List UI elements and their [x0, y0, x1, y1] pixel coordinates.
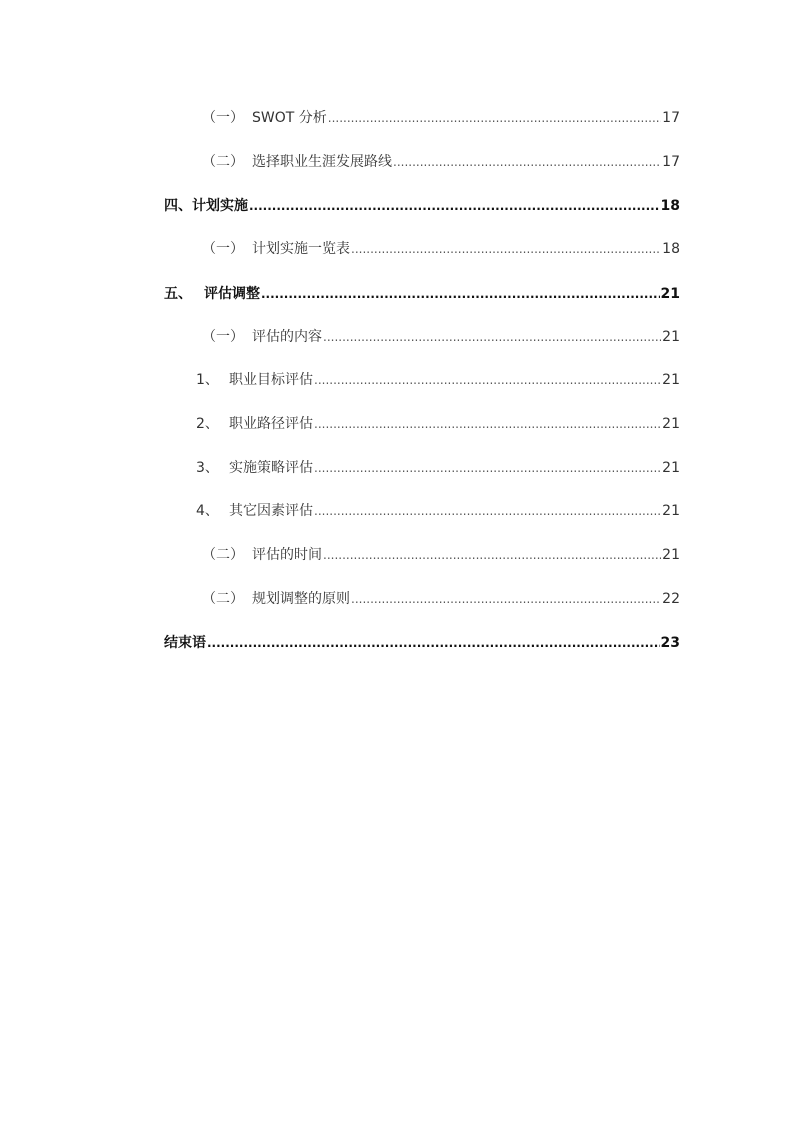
- dot-leader: [328, 111, 661, 125]
- toc-entry-title: SWOT 分析: [252, 110, 327, 126]
- toc-entry[interactable]: [196, 413, 680, 433]
- toc-entry-label: [202, 544, 322, 564]
- toc-entry[interactable]: [202, 107, 680, 127]
- dot-leader: [207, 636, 660, 650]
- toc-entry-prefix: 4、: [196, 503, 219, 519]
- toc-entry-title: 实施策略评估: [229, 460, 313, 476]
- toc-entry-title: 计划实施一览表: [252, 241, 350, 257]
- toc-entry-title: 四、计划实施: [164, 198, 248, 214]
- dot-leader: [314, 461, 661, 475]
- toc-entry-prefix: 五、: [164, 286, 192, 302]
- dot-leader: [314, 417, 661, 431]
- toc-entry-label: [164, 283, 260, 303]
- toc-entry[interactable]: [202, 238, 680, 258]
- toc-entry[interactable]: [202, 588, 680, 608]
- toc-entry-page: 17: [662, 110, 680, 126]
- dot-leader: [351, 592, 661, 606]
- toc-entry-label: [202, 107, 327, 127]
- toc-entry-prefix: 1、: [196, 372, 219, 388]
- dot-leader: [314, 504, 661, 518]
- toc-entry-prefix: 2、: [196, 416, 219, 432]
- toc-entry-title: 其它因素评估: [229, 503, 313, 519]
- toc-entry-prefix: （一）: [202, 110, 244, 126]
- dot-leader: [249, 199, 660, 213]
- dot-leader: [351, 242, 661, 256]
- toc-entry-label: [196, 500, 313, 520]
- toc-entry-title: 选择职业生涯发展路线: [252, 154, 392, 170]
- toc-entry[interactable]: [196, 500, 680, 520]
- toc-entry-page: 22: [662, 591, 680, 607]
- toc-entry[interactable]: [164, 283, 680, 303]
- toc-entry[interactable]: [202, 544, 680, 564]
- toc-entry-title: 评估的时间: [252, 547, 322, 563]
- toc-entry-prefix: （一）: [202, 241, 244, 257]
- toc-entry-title: 评估调整: [204, 286, 260, 302]
- toc-entry-title: 职业目标评估: [229, 372, 313, 388]
- toc-entry-prefix: 3、: [196, 460, 219, 476]
- toc-entry-page: 17: [662, 154, 680, 170]
- toc-entry-page: 21: [660, 286, 680, 302]
- toc-entry-page: 23: [660, 635, 680, 651]
- toc-entry-label: [202, 326, 322, 346]
- toc-entry[interactable]: [196, 457, 680, 477]
- toc-entry-label: [196, 413, 313, 433]
- toc-entry[interactable]: [164, 195, 680, 215]
- dot-leader: [393, 155, 661, 169]
- toc-entry-prefix: （二）: [202, 154, 244, 170]
- toc-entry-label: [196, 457, 313, 477]
- toc-entry[interactable]: [196, 369, 680, 389]
- toc-entry-page: 18: [660, 198, 680, 214]
- toc-entry-page: 21: [662, 547, 680, 563]
- dot-leader: [314, 373, 661, 387]
- toc-entry[interactable]: [164, 632, 680, 652]
- toc-entry-title: 结束语: [164, 635, 206, 651]
- toc-entry-title: 评估的内容: [252, 329, 322, 345]
- toc-entry-label: [164, 632, 206, 652]
- toc-entry-label: [202, 238, 350, 258]
- toc-entry-title: 职业路径评估: [229, 416, 313, 432]
- toc-entry-label: [164, 195, 248, 215]
- toc-entry[interactable]: [202, 151, 680, 171]
- dot-leader: [323, 548, 661, 562]
- toc-entry-page: 18: [662, 241, 680, 257]
- dot-leader: [323, 330, 661, 344]
- toc-entry-prefix: （一）: [202, 329, 244, 345]
- toc-entry-page: 21: [662, 460, 680, 476]
- toc-entry-label: [202, 151, 392, 171]
- toc-entry-label: [196, 369, 313, 389]
- toc-entry-label: [202, 588, 350, 608]
- toc-entry-prefix: （二）: [202, 591, 244, 607]
- toc-entry-page: 21: [662, 416, 680, 432]
- toc-entry[interactable]: [202, 326, 680, 346]
- toc-entry-title: 规划调整的原则: [252, 591, 350, 607]
- toc-entry-page: 21: [662, 329, 680, 345]
- dot-leader: [261, 287, 660, 301]
- toc-entry-prefix: （二）: [202, 547, 244, 563]
- toc-entry-page: 21: [662, 372, 680, 388]
- toc-entry-page: 21: [662, 503, 680, 519]
